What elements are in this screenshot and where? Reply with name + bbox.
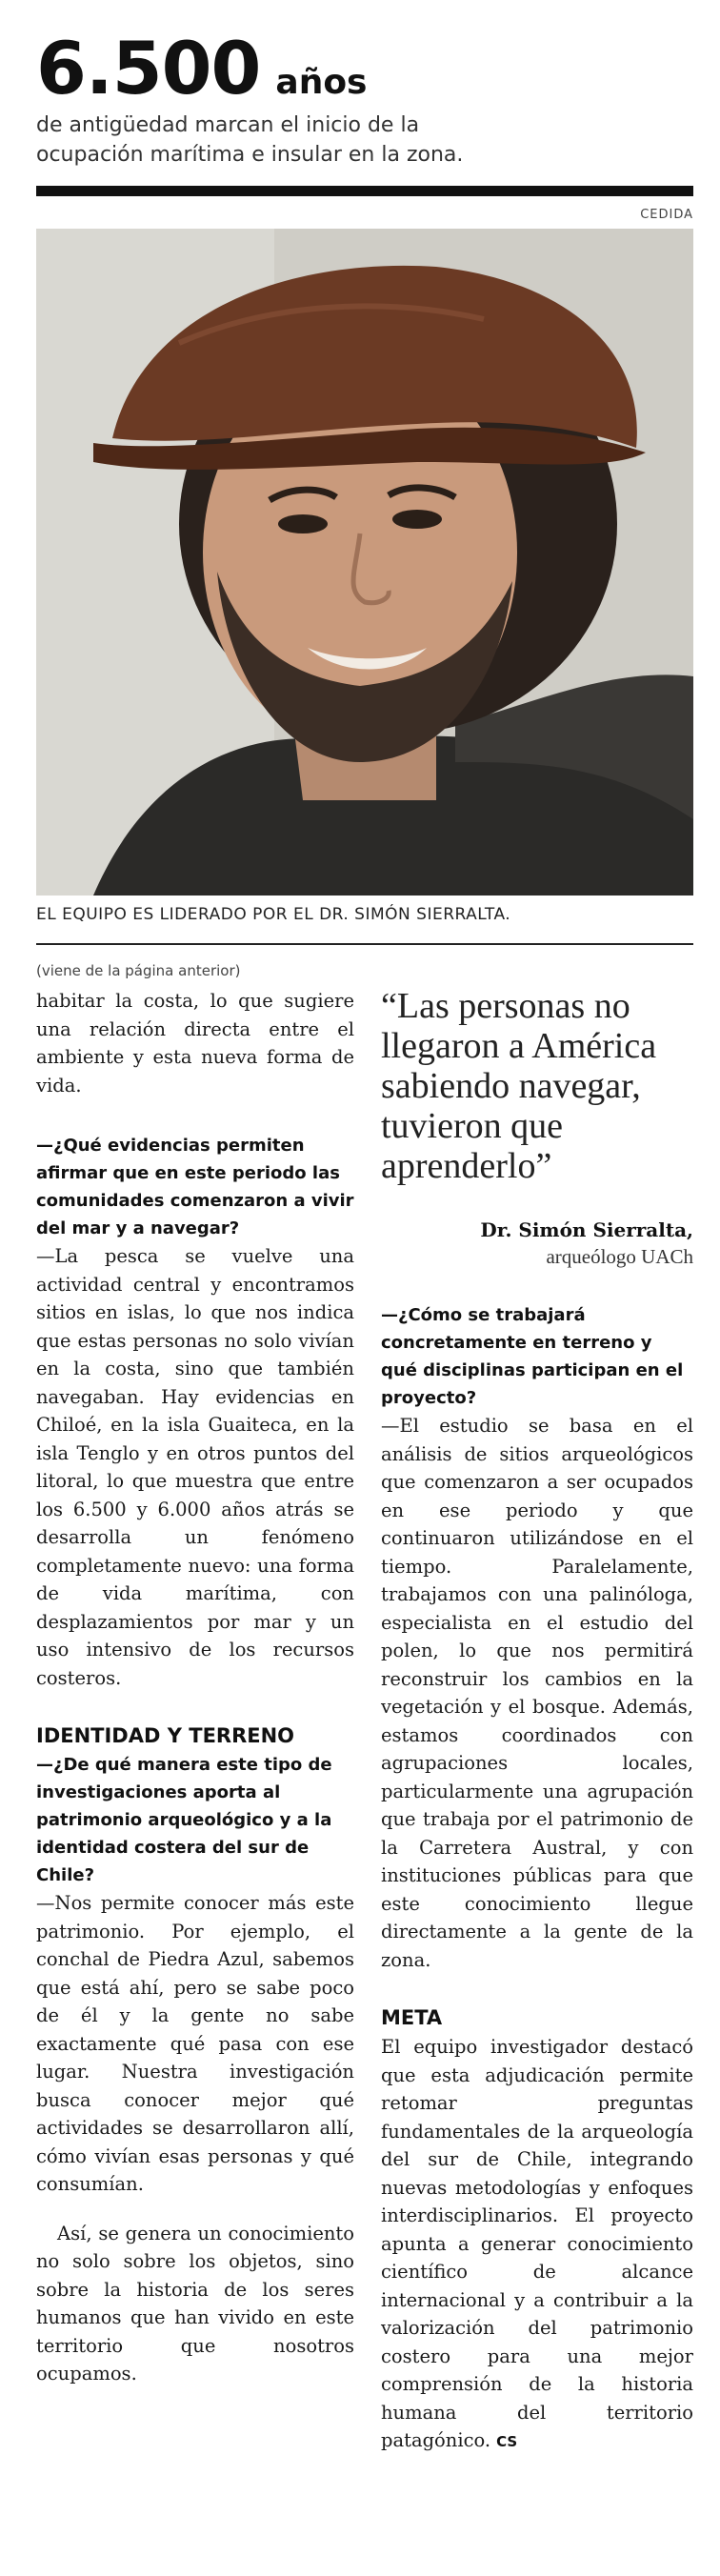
answer-3: —El estudio se basa en el análisis de sitios arqueológicos que comenzaron a ser ocupados en ese periodo y que continuaron utilizándose en el tiempo. Paralelamente, trabajamos con una palinóloga, especialista en el estudio del polen, lo que nos permitirá reconstruir los cambios en la vegetación y el bosque. Además, estamos coordinados con agrupaciones locales, particularmente una agrupación que trabaja por el patrimonio de la Carretera Austral, y con instituciones públicas para que este conocimiento llegue directamente a la gente de la zona. [381, 1415, 693, 1971]
section-heading-meta: META [381, 2006, 443, 2029]
portrait-photo [36, 229, 693, 896]
photo-credit: CEDIDA [640, 208, 693, 222]
stat-number: 6.500 [36, 26, 261, 111]
section-heading-identidad: IDENTIDAD Y TERRENO [36, 1724, 295, 1747]
stat-description: de antigüedad marcan el inicio de la ocupación marítima e insular en la zona. [36, 113, 464, 167]
right-column [381, 986, 693, 2457]
answer-2-continued: Así, se genera un conocimiento no solo sobre los objetos, sino sobre la historia de los seres humanos que han vivido en este territorio que nosotros ocupamos. [36, 2222, 354, 2385]
question-2: —¿De qué manera este tipo de investigaciones aporta al patrimonio arqueológico y a la identidad costera del sur de Chile? [36, 1755, 332, 1885]
portrait-illustration [36, 229, 693, 896]
answer-4-text: El equipo investigador destacó que esta adjudicación permite retomar preguntas fundamentales de la arqueología del sur de Chile, integrando nuevas metodologías y enfoques interdisciplinarios. El proyecto apunta a generar conocimiento científico de alcance internacional y a contribuir a la valorización del patrimonio costero para una mejor comprensión de la historia humana del territorio patagónico. [381, 2036, 693, 2451]
left-column [36, 962, 354, 2388]
intro-paragraph: habitar la costa, lo que sugiere una relación directa entre el ambiente y esta nueva forma de vida. [36, 990, 354, 1097]
quote-author: Dr. Simón Sierralta, [480, 1218, 693, 1241]
stat-unit: años [275, 63, 368, 102]
photo-caption: EL EQUIPO ES LIDERADO POR EL DR. SIMÓN SIERRALTA. [36, 905, 511, 924]
answer-4 [381, 2033, 693, 2457]
thick-divider [36, 186, 693, 196]
end-mark-icon: CS [496, 2433, 518, 2450]
question-1: —¿Qué evidencias permiten afirmar que en este periodo las comunidades comenzaron a vivir del mar y a navegar? [36, 1136, 354, 1238]
answer-1: —La pesca se vuelve una actividad central y encontramos sitios en islas, lo que nos indica que estas personas no solo vivían en la costa, sino que también navegaban. Hay evidencias en Chiloé, en la isla Guaiteca, en la isla Tenglo y en otros puntos del litoral, lo que muestra que entre los 6.500 y 6.000 años atrás se desarrolla un fenómeno completamente nuevo: una forma de vida marítima, con desplazamientos por mar y un uso intensivo de los recursos costeros. [36, 1245, 354, 1689]
thin-divider [36, 943, 693, 945]
quote-role: arqueólogo UACh [546, 1245, 693, 1268]
continued-note: (viene de la página anterior) [36, 962, 241, 979]
answer-2: —Nos permite conocer más este patrimonio. Por ejemplo, el conchal de Piedra Azul, sabemos que está ahí, pero se sabe poco de él y la gente no sabe exactamente qué pasa con ese lugar. Nuestra investigación busca conocer mejor qué actividades se desarrollaron allí, cómo vivían esas personas y qué consumían. [36, 1892, 354, 2195]
stat-row [36, 26, 693, 111]
stat-header [36, 26, 693, 170]
pull-quote: “Las personas no llegaron a América sabiendo navegar, tuvieron que aprenderlo” [381, 986, 657, 1186]
question-3: —¿Cómo se trabajará concretamente en terreno y qué disciplinas participan en el proyecto? [381, 1305, 684, 1408]
